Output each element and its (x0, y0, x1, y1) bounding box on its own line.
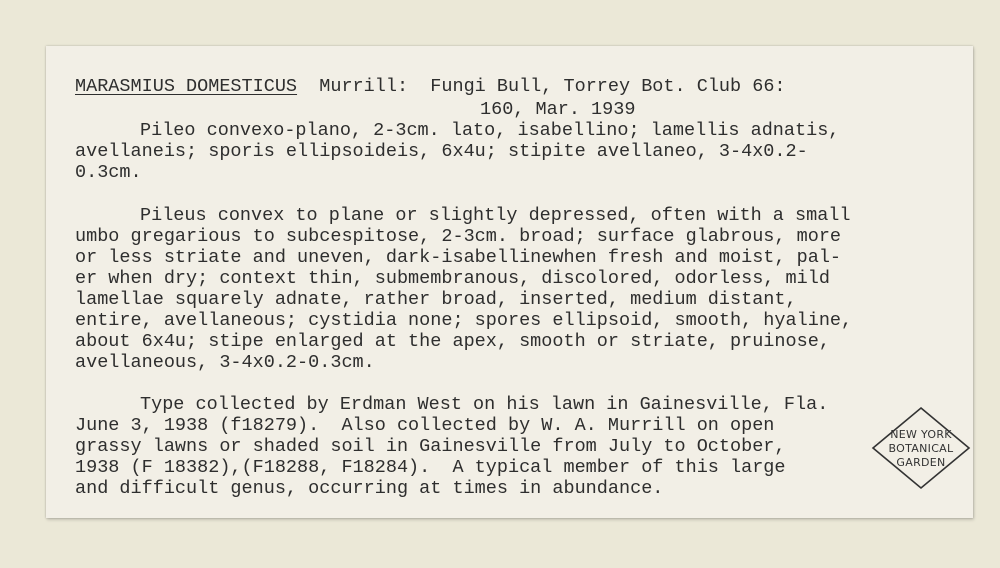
english-description-line: Pileus convex to plane or slightly depressed, often with a small (140, 205, 851, 226)
english-description-line: about 6x4u; stipe enlarged at the apex, smooth or striate, pruinose, (75, 331, 830, 352)
latin-description-line: avellaneis; sporis ellipsoideis, 6x4u; stipite avellaneo, 3-4x0.2- (75, 141, 808, 162)
english-description-line: or less striate and uneven, dark-isabellinewhen fresh and moist, pal- (75, 247, 842, 268)
english-description-line: avellaneous, 3-4x0.2-0.3cm. (75, 352, 375, 373)
collection-line: June 3, 1938 (f18279). Also collected by W. A. Murrill on open (75, 415, 775, 436)
english-description-line: umbo gregarious to subcespitose, 2-3cm. broad; surface glabrous, more (75, 226, 842, 247)
title-line (75, 76, 786, 97)
english-description-line: entire, avellaneous; cystidia none; spores ellipsoid, smooth, hyaline, (75, 310, 853, 331)
stamp-text-line: BOTANICAL (888, 442, 954, 455)
species-name: MARASMIUS DOMESTICUS (75, 76, 298, 97)
english-description-line: lamellae squarely adnate, rather broad, inserted, medium distant, (75, 289, 797, 310)
latin-description-line: Pileo convexo-plano, 2-3cm. lato, isabellino; lamellis adnatis, (140, 120, 840, 141)
citation-line-2: 160, Mar. 1939 (480, 99, 636, 120)
citation-line-1: Murrill: Fungi Bull, Torrey Bot. Club 66: (297, 76, 786, 97)
english-description-line: er when dry; context thin, submembranous, discolored, odorless, mild (75, 268, 830, 289)
latin-description-line: 0.3cm. (75, 162, 142, 183)
collection-line: 1938 (F 18382),(F18288, F18284). A typical member of this large (75, 457, 786, 478)
specimen-label (46, 46, 973, 518)
collection-line: and difficult genus, occurring at times in abundance. (75, 478, 664, 499)
nybg-stamp (871, 406, 971, 490)
stamp-text-line: NEW YORK (890, 428, 952, 441)
collection-line: Type collected by Erdman West on his lawn in Gainesville, Fla. (140, 394, 829, 415)
collection-line: grassy lawns or shaded soil in Gainesville from July to October, (75, 436, 786, 457)
stamp-text-line: GARDEN (896, 456, 946, 469)
